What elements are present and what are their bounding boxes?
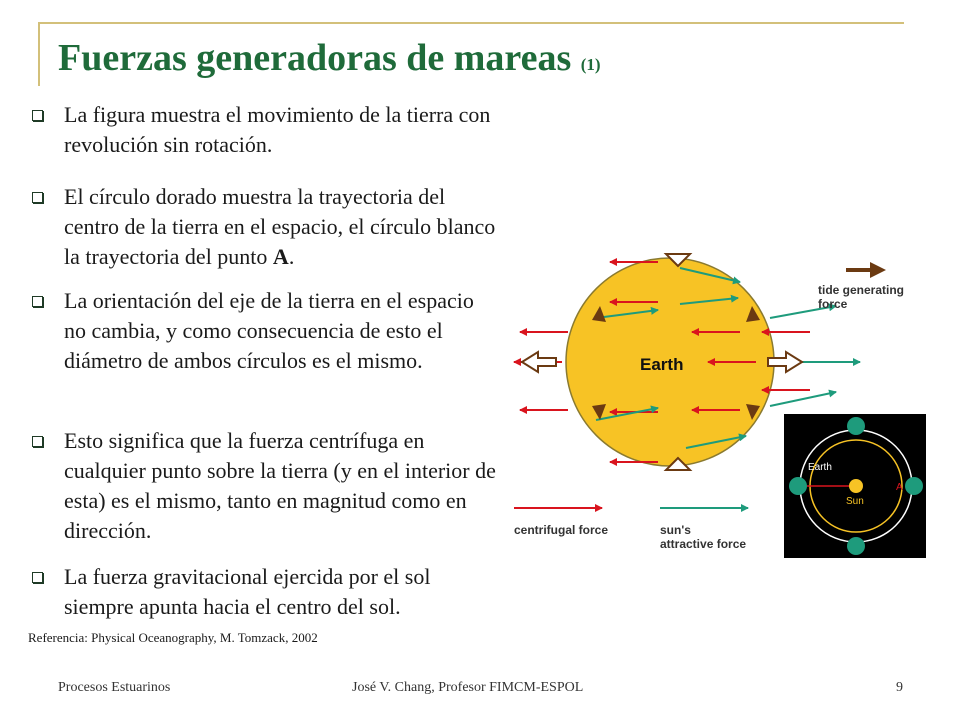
footer-center: José V. Chang, Profesor FIMCM-ESPOL — [352, 680, 584, 695]
page-number: 9 — [896, 680, 903, 695]
legend-tide-line2: force — [818, 297, 848, 311]
reference: Referencia: Physical Oceanography, M. Tomzack, 2002 — [28, 630, 318, 645]
bullet-square-icon — [32, 436, 43, 447]
footer-left: Procesos Estuarinos — [58, 680, 171, 695]
inset-point-a-label: A — [896, 482, 903, 493]
tide-force-figure — [500, 240, 940, 570]
bullet-text: Esto significa que la fuerza centrífuga en cualquier punto sobre la tierra (y en el interior de esta) es el mismo, tanto en magnitud como en dirección. — [64, 428, 496, 543]
bullet-item — [28, 100, 498, 160]
title-frame-top — [38, 22, 904, 24]
inset-earth-label: Earth — [808, 462, 832, 473]
title-suffix: (1) — [580, 55, 601, 74]
slide-title — [58, 36, 601, 80]
bullet-item — [28, 182, 498, 272]
bullet-text — [64, 182, 498, 272]
legend-centrifugal-label: centrifugal force — [514, 523, 609, 537]
inset-earth-left — [789, 477, 807, 495]
inset-earth-bottom — [847, 537, 865, 555]
bullet-square-icon — [32, 192, 43, 203]
earth-label: Earth — [640, 355, 684, 374]
bullet-text: La figura muestra el movimiento de la tierra con revolución sin rotación. — [64, 102, 491, 157]
inset-sun-label: Sun — [846, 496, 864, 507]
legend-sun — [660, 508, 748, 551]
bullet-text-bold: A — [272, 244, 289, 269]
bullet-text-main: El círculo dorado muestra la trayectoria del centro de la tierra en el espacio, el círculo blanco la trayectoria del punto — [64, 184, 496, 269]
inset-earth-right — [905, 477, 923, 495]
bullet-text: La fuerza gravitacional ejercida por el sol siempre apunta hacia el centro del sol. — [64, 564, 431, 619]
inset-sun — [849, 479, 863, 493]
bullet-item — [28, 426, 498, 546]
legend-tide — [818, 262, 904, 311]
bullet-item — [28, 286, 498, 376]
bullet-square-icon — [32, 296, 43, 307]
bullet-square-icon — [32, 572, 43, 583]
title-text: Fuerzas generadoras de mareas — [58, 37, 572, 79]
legend-sun-line2: attractive force — [660, 537, 747, 551]
bullet-text: La orientación del eje de la tierra en el espacio no cambia, y como consecuencia de esto el diámetro de ambos círculos es el mismo. — [64, 288, 474, 373]
legend-tide-line1: tide generating — [818, 283, 905, 297]
bullet-square-icon — [32, 110, 43, 121]
legend-centrifugal — [514, 508, 608, 537]
title-frame-left — [38, 22, 40, 86]
orbit-inset — [784, 414, 926, 558]
inset-earth-top — [847, 417, 865, 435]
legend-sun-line1: sun's — [660, 523, 691, 537]
tide-force-diagram — [500, 240, 940, 570]
bullet-text-after: . — [288, 244, 295, 269]
bullet-item — [28, 562, 498, 622]
